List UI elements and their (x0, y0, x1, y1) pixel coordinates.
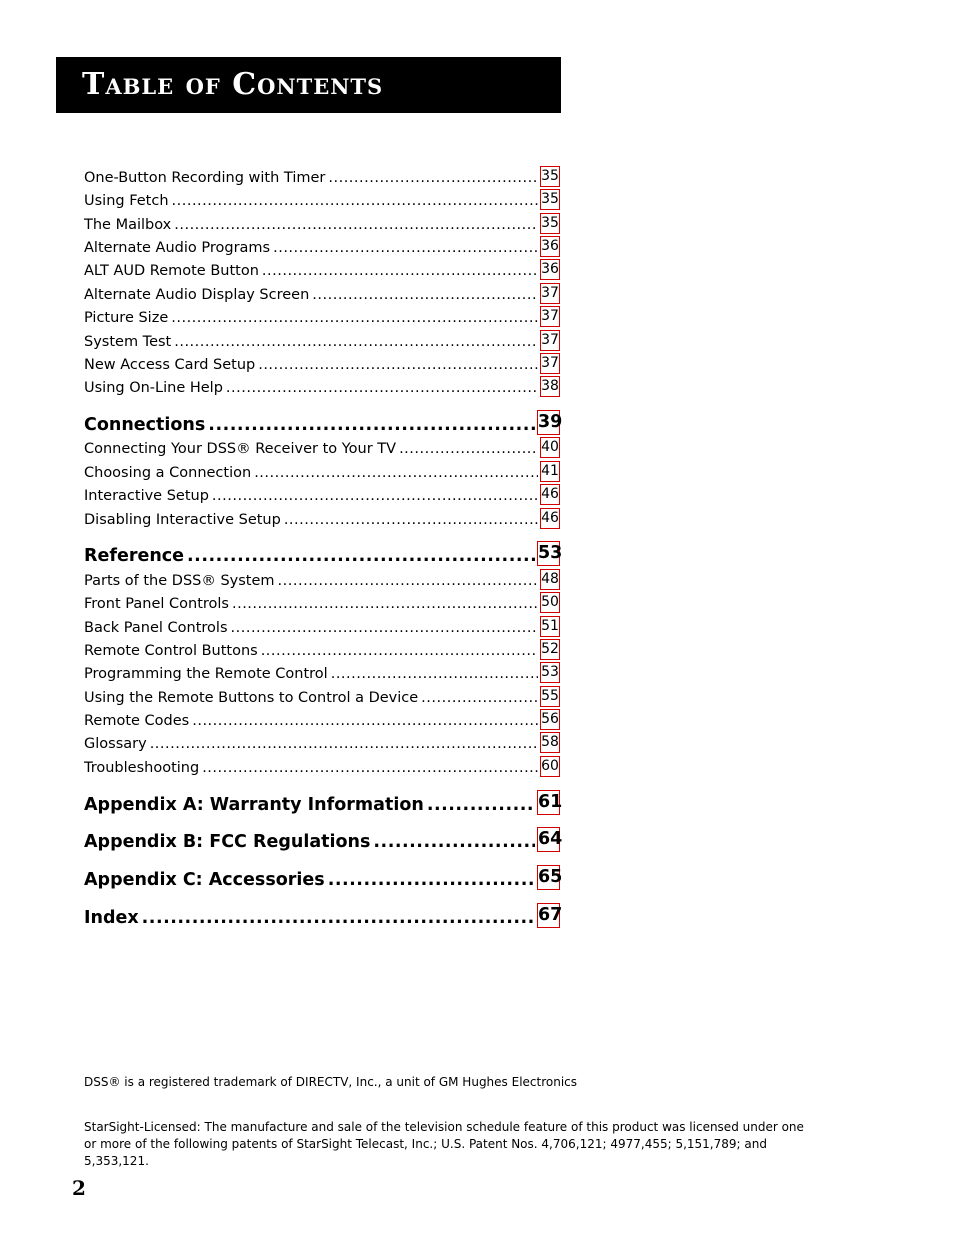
dot-leader (312, 287, 538, 304)
page-number: 2 (72, 1176, 86, 1200)
toc-section[interactable] (84, 903, 563, 928)
title-bar (56, 57, 561, 113)
toc-entry-label: Using the Remote Buttons to Control a Device (84, 690, 419, 707)
toc-page-link[interactable]: 48 (540, 569, 560, 590)
toc-entry-label: Using Fetch (84, 193, 169, 210)
toc-entry-label: Parts of the DSS® System (84, 573, 275, 590)
toc-entry[interactable] (84, 353, 560, 374)
toc-page-link[interactable]: 46 (540, 484, 560, 505)
dot-leader (142, 908, 535, 928)
toc-entry-label: Troubleshooting (84, 760, 200, 777)
toc-page-link[interactable]: 58 (540, 732, 560, 753)
toc-entry-label: Programming the Remote Control (84, 666, 328, 683)
dot-leader (174, 334, 538, 351)
dot-leader (278, 573, 538, 590)
toc-page-link[interactable]: 39 (537, 410, 560, 435)
toc-page-link[interactable]: 37 (540, 306, 560, 327)
toc-entry-label: Connecting Your DSS® Receiver to Your TV (84, 441, 397, 458)
toc-entry[interactable] (84, 259, 560, 280)
toc-entry[interactable] (84, 306, 560, 327)
toc-page-link[interactable]: 36 (540, 259, 560, 280)
toc-entry-label: One-Button Recording with Timer (84, 170, 326, 187)
toc-entry[interactable] (84, 569, 560, 590)
toc-page-link[interactable]: 64 (537, 827, 560, 852)
toc-page-link[interactable]: 46 (540, 508, 560, 529)
toc-page-link[interactable]: 51 (540, 616, 560, 637)
toc-page-link[interactable]: 37 (540, 330, 560, 351)
toc-entry[interactable] (84, 484, 560, 505)
toc-entry-label: Disabling Interactive Setup (84, 512, 281, 529)
toc-page-link[interactable]: 56 (540, 709, 560, 730)
toc-page-link[interactable]: 35 (540, 189, 560, 210)
toc-entry[interactable] (84, 236, 560, 257)
toc-entry-label: Remote Control Buttons (84, 643, 258, 660)
toc-section-label: Reference (84, 545, 185, 566)
trademark-footnote: DSS® is a registered trademark of DIRECTV, Inc., a unit of GM Hughes Electronics (84, 1075, 578, 1089)
dot-leader (328, 870, 535, 890)
toc-entry-label: Back Panel Controls (84, 620, 228, 637)
toc-page-link[interactable]: 52 (540, 639, 560, 660)
toc-entry[interactable] (84, 508, 560, 529)
toc-page-link[interactable]: 38 (540, 376, 560, 397)
dot-leader (262, 263, 538, 280)
dot-leader (328, 170, 538, 187)
toc-entry[interactable] (84, 709, 560, 730)
dot-leader (399, 441, 538, 458)
dot-leader (231, 620, 538, 637)
toc-entry[interactable] (84, 461, 560, 482)
toc-section[interactable] (84, 541, 563, 566)
toc-page-link[interactable]: 35 (540, 166, 560, 187)
toc-entry[interactable] (84, 213, 560, 234)
dot-leader (171, 310, 538, 327)
toc-page-link[interactable]: 61 (537, 790, 560, 815)
toc-entry[interactable] (84, 330, 560, 351)
toc-entry[interactable] (84, 662, 560, 683)
toc-entry[interactable] (84, 283, 560, 304)
toc-section-label: Connections (84, 414, 206, 435)
toc-entry-label: System Test (84, 334, 172, 351)
toc-section-label: Appendix C: Accessories (84, 869, 325, 890)
toc-page-link[interactable]: 40 (540, 437, 560, 458)
dot-leader (202, 760, 538, 777)
dot-leader (331, 666, 538, 683)
toc-entry-label: ALT AUD Remote Button (84, 263, 259, 280)
dot-leader (373, 832, 535, 852)
toc-entry-label: Interactive Setup (84, 488, 209, 505)
toc-entry-label: Using On-Line Help (84, 380, 223, 397)
toc-entry[interactable] (84, 732, 560, 753)
dot-leader (172, 193, 538, 210)
dot-leader (232, 596, 538, 613)
dot-leader (284, 512, 538, 529)
dot-leader (174, 217, 538, 234)
dot-leader (421, 690, 538, 707)
dot-leader (192, 713, 538, 730)
dot-leader (254, 465, 538, 482)
toc-entry-label: Choosing a Connection (84, 465, 252, 482)
toc-entry-label: The Mailbox (84, 217, 172, 234)
toc-page-link[interactable]: 60 (540, 756, 560, 777)
toc-section[interactable] (84, 790, 563, 815)
toc-section-label: Appendix A: Warranty Information (84, 794, 424, 815)
dot-leader (187, 546, 535, 566)
toc-entry-label: Glossary (84, 736, 147, 753)
toc-entry[interactable] (84, 189, 560, 210)
toc-page-link[interactable]: 65 (537, 865, 560, 890)
toc-page-link[interactable]: 37 (540, 283, 560, 304)
toc-entry[interactable] (84, 639, 560, 660)
toc-section[interactable] (84, 827, 563, 852)
dot-leader (273, 240, 538, 257)
toc-page-link[interactable]: 67 (537, 903, 560, 928)
starsight-footnote: StarSight-Licensed: The manufacture and sale of the television schedule feature of this product was licensed under one or more of the following patents of StarSight Telecast, Inc.; U.S. Patent Nos. 4,706,121; 4977,455; 5,151,789; and 5,353,121. (84, 1120, 804, 1168)
toc-page-link[interactable]: 41 (540, 461, 560, 482)
toc-entry-label: Alternate Audio Programs (84, 240, 271, 257)
toc-page-link[interactable]: 53 (537, 541, 560, 566)
dot-leader (208, 415, 535, 435)
toc-entry[interactable] (84, 437, 560, 458)
toc-entry-label: New Access Card Setup (84, 357, 256, 374)
toc-page-link[interactable]: 55 (540, 686, 560, 707)
toc-entry-label: Remote Codes (84, 713, 190, 730)
toc-page-link[interactable]: 37 (540, 353, 560, 374)
toc-entry[interactable] (84, 592, 560, 613)
toc-page-link[interactable]: 53 (540, 662, 560, 683)
dot-leader (226, 380, 538, 397)
toc-entry[interactable] (84, 686, 560, 707)
toc-section-label: Appendix B: FCC Regulations (84, 831, 371, 852)
dot-leader (427, 795, 535, 815)
toc-entry[interactable] (84, 166, 560, 187)
toc-entry-label: Front Panel Controls (84, 596, 229, 613)
toc-entry[interactable] (84, 756, 560, 777)
toc-section[interactable] (84, 865, 563, 890)
toc-page-link[interactable]: 35 (540, 213, 560, 234)
dot-leader (261, 643, 538, 660)
dot-leader (212, 488, 538, 505)
toc-page-link[interactable]: 36 (540, 236, 560, 257)
dot-leader (150, 736, 538, 753)
toc-section-label: Index (84, 907, 139, 928)
toc-entry-label: Picture Size (84, 310, 169, 327)
toc-section[interactable] (84, 410, 563, 435)
toc-entry[interactable] (84, 616, 560, 637)
page-title: Table of Contents (82, 67, 384, 102)
toc-entry-label: Alternate Audio Display Screen (84, 287, 310, 304)
toc-entry[interactable] (84, 376, 560, 397)
dot-leader (258, 357, 538, 374)
toc-page-link[interactable]: 50 (540, 592, 560, 613)
